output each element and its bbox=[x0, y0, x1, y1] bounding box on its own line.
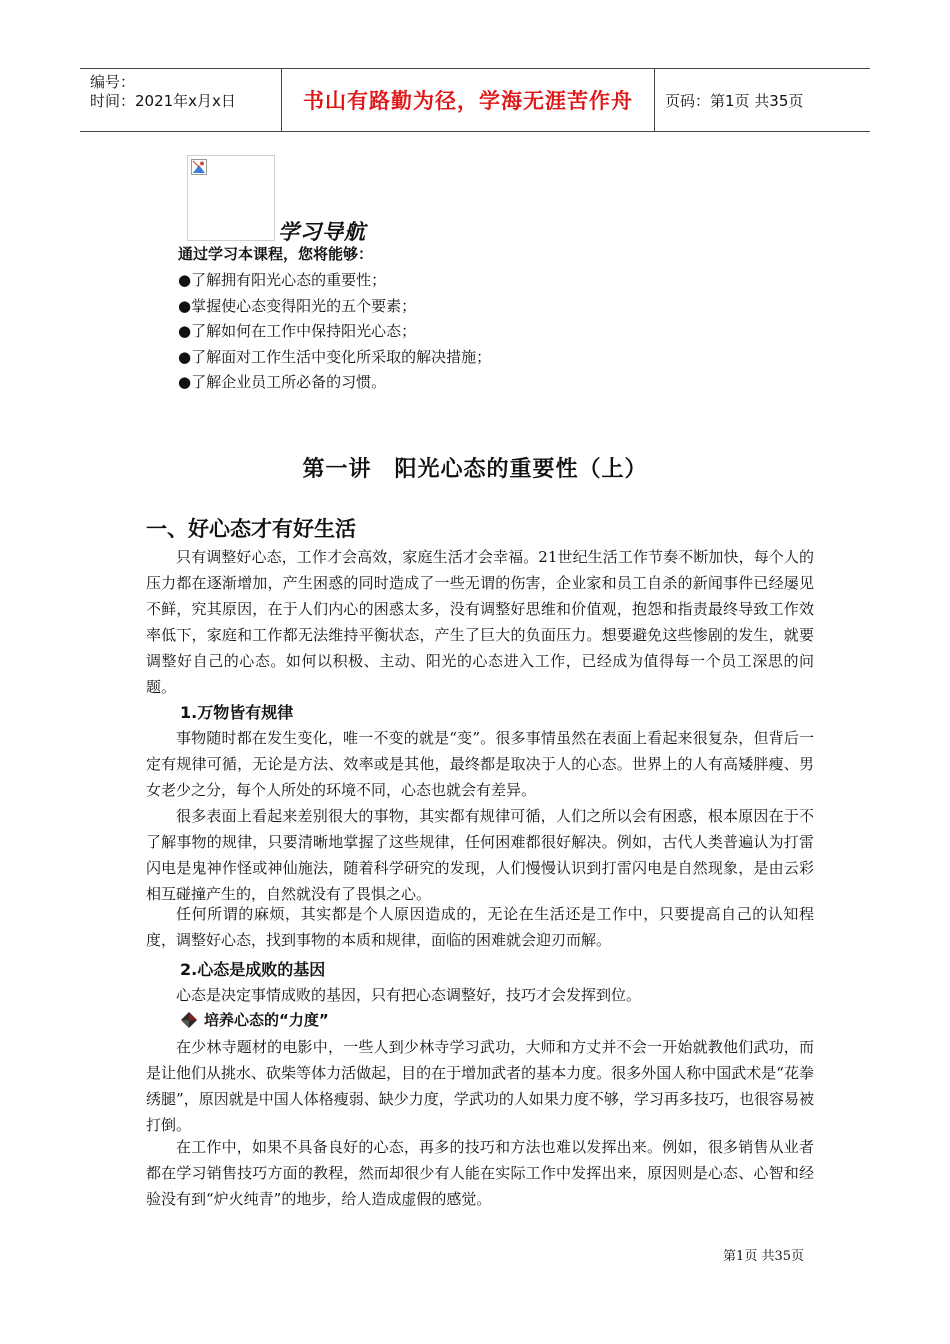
header-motto: 书山有路勤为径，学海无涯苦作舟 bbox=[282, 69, 655, 131]
objective-item: ●了解拥有阳光心态的重要性； bbox=[178, 271, 387, 289]
objectives-list bbox=[178, 268, 491, 396]
paragraph: 在少林寺题材的电影中，一些人到少林寺学习武功，大师和方丈并不会一开始就教他们武功，而是让他们从挑水、砍柴等体力活做起，目的在于增加武者的基本力度。很多外国人称中国武术是“花拳绣腿”，原因就是中国人体格瘦弱、缺少力度，学武功的人如果力度不够，学习再多技巧，也很容易被打倒。 bbox=[146, 1038, 814, 1134]
bullet-heading bbox=[180, 1009, 329, 1030]
page-footer: 第1页 共35页 bbox=[723, 1249, 804, 1264]
paragraph: 事物随时都在发生变化，唯一不变的就是“变”。很多事情虽然在表面上看起来很复杂，但背后一定有规律可循，无论是方法、效率或是其他，最终都是取决于人的心态。世界上的人有高矮胖瘦、男女老少之分，每个人所处的环境不同，心态也就会有差异。 bbox=[146, 729, 814, 799]
doc-number-label: 编号： bbox=[90, 73, 136, 91]
objective-item: ●掌握使心态变得阳光的五个要素； bbox=[178, 296, 417, 315]
objective-item: ●了解面对工作生活中变化所采取的解决措施； bbox=[178, 347, 492, 366]
broken-image-icon bbox=[191, 159, 207, 175]
page-header bbox=[80, 68, 870, 132]
paragraph: 很多表面上看起来差别很大的事物，其实都有规律可循，人们之所以会有困惑，根本原因在于不了解事物的规律，只要清晰地掌握了这些规律，任何困难都很好解决。例如，古代人类普遍认为打雷闪电是鬼神作怪或神仙施法，随着科学研究的发现，人们慢慢认识到打雷闪电是自然现象，是由云彩相互碰撞产生的，自然就没有了畏惧之心。 bbox=[146, 807, 814, 903]
image-placeholder bbox=[187, 155, 275, 241]
study-guide-intro: 通过学习本课程，您将能够： bbox=[178, 245, 374, 263]
paragraph: 在工作中，如果不具备良好的心态，再多的技巧和方法也难以发挥出来。例如，很多销售从业者都在学习销售技巧方面的教程，然而却很少有人能在实际工作中发挥出来，原因则是心态、心智和经验没有到“炉火纯青”的地步，给人造成虚假的感觉。 bbox=[146, 1138, 814, 1208]
subsection-title: 2.心态是成败的基因 bbox=[180, 960, 326, 979]
doc-time-label: 时间：2021年x月x日 bbox=[90, 92, 236, 110]
paragraph: 任何所谓的麻烦，其实都是个人原因造成的，无论在生活还是工作中，只要提高自己的认知程度，调整好心态，找到事物的本质和规律，面临的困难就会迎刃而解。 bbox=[146, 905, 814, 949]
subsection-title: 1.万物皆有规律 bbox=[180, 703, 294, 722]
lecture-title: 第一讲 阳光心态的重要性（上） bbox=[302, 457, 648, 482]
section-title: 一、好心态才有好生活 bbox=[146, 517, 356, 541]
paragraph: 只有调整好心态，工作才会高效，家庭生活才会幸福。21世纪生活工作节奏不断加快，每个人的压力都在逐渐增加，产生困惑的同时造成了一些无谓的伤害，企业家和员工自杀的新闻事件已经屡见不鲜，究其原因，在于人们内心的困惑太多，没有调整好思维和价值观，抱怨和指责最终导致工作效率低下，家庭和工作都无法维持平衡状态，产生了巨大的负面压力。想要避免这些惨剧的发生，就要调整好自己的心态。如何以积极、主动、阳光的心态进入工作，已经成为值得每一个员工深思的问题。 bbox=[146, 548, 814, 696]
diamond-bullet-icon bbox=[180, 1011, 198, 1029]
bullet-heading-text: 培养心态的“力度” bbox=[204, 1011, 329, 1029]
objective-item: ●了解企业员工所必备的习惯。 bbox=[178, 373, 387, 391]
header-page-info: 页码：第1页 共35页 bbox=[665, 91, 804, 110]
study-guide-title: 学习导航 bbox=[278, 219, 366, 244]
header-meta bbox=[80, 69, 282, 131]
objective-item: ●了解如何在工作中保持阳光心态； bbox=[178, 322, 417, 340]
paragraph: 心态是决定事情成败的基因，只有把心态调整好，技巧才会发挥到位。 bbox=[176, 986, 642, 1004]
